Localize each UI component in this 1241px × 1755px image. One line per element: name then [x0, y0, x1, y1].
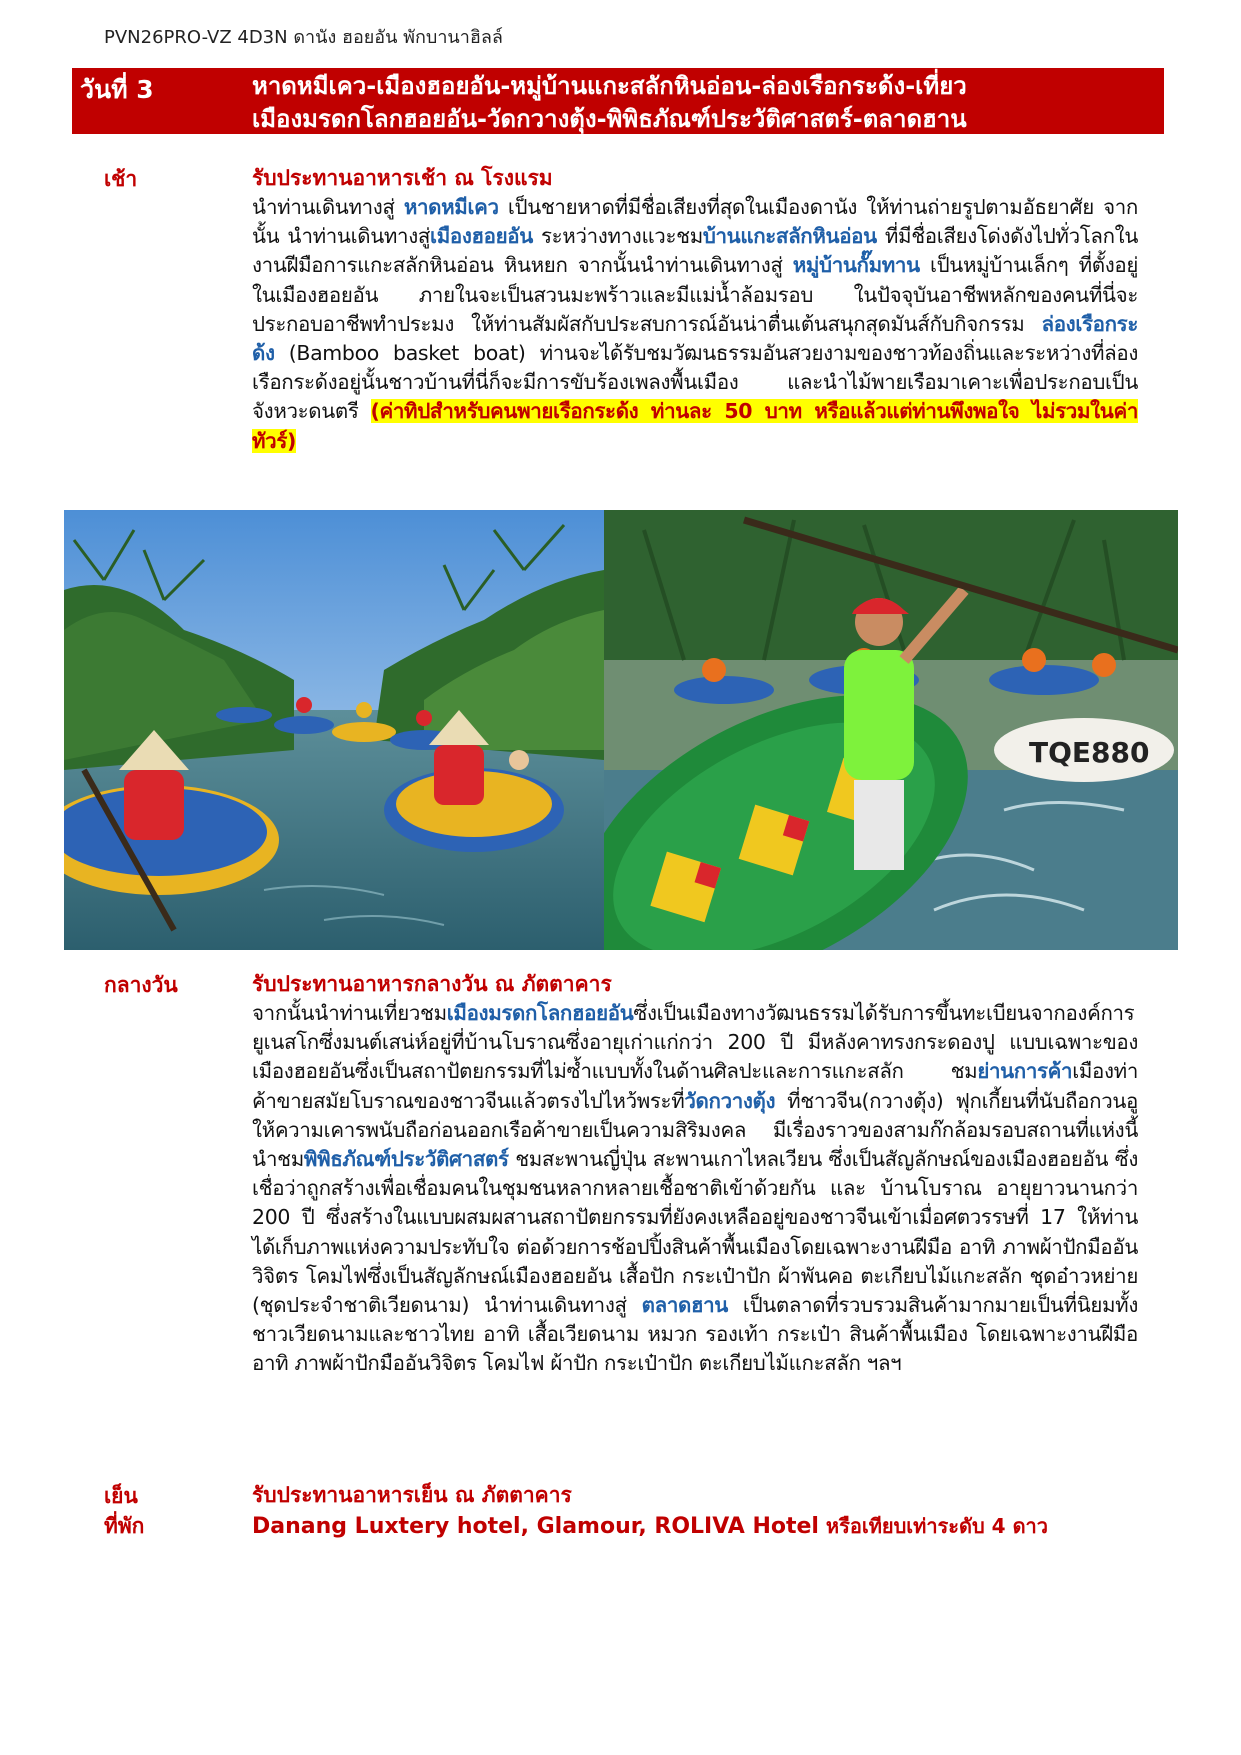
hotel-names: Danang Luxtery hotel, Glamour, ROLIVA Hotel: [252, 1514, 819, 1539]
highlight-cantonese-temple: วัดกวางตุ้ง: [684, 1088, 776, 1113]
text-run: เป็นชายหาดที่มีชื่อเสียงที่สุดในเมืองดานัง ให้ท่านถ่ายรูปตามอัธยาศัย จากนั้น นำท่านเดินทางสู่: [252, 195, 1138, 249]
highlight-hoi-an-heritage: เมืองมรดกโลกฮอยอัน: [446, 1001, 634, 1025]
boat-label: TQE880: [1029, 736, 1150, 769]
day-title-bar: [72, 68, 1164, 134]
text-run: เป็นหมู่บ้านเล็กๆ ที่ตั้งอยู่ในเมืองฮอยอัน ภายในจะเป็นสวนมะพร้าวและมีแม่น้ำล้อมรอบ ในปัจจุบันอาชีพหลักของคนที่นี่จะประกอบอาชีพทำประมง ให้ท่านสัมผัสกับประสบการณ์อันน่าตื่นเต้นสนุกสุดมันส์กับกิจกรรม: [252, 253, 1138, 336]
text-run: นำท่านเดินทางสู่: [252, 195, 404, 219]
highlight-trading-district: ย่านการค้า: [977, 1059, 1073, 1084]
highlight-hoi-an: เมืองฮอยอัน: [430, 224, 533, 249]
dinner-heading: รับประทานอาหารเย็น ณ ภัตตาคาร: [252, 1483, 572, 1507]
highlight-han-market: ตลาดฮาน: [641, 1293, 728, 1318]
text-run: เป็นตลาดที่รวบรวมสินค้ามากมายเป็นที่นิยมทั้งชาวเวียดนามและชาวไทย อาทิ เสื้อเวียดนาม หมวก รองเท้า กระเป๋า สินค้าพื้นเมือง โดยเฉพาะงานฝีมือ อาทิ ภาพผ้าปักมืออันวิจิตร โคมไฟ ผ้าปัก กระเป๋าปัก ตะเกียบไม้แกะสลัก ฯลฯ: [252, 1293, 1139, 1376]
evening-row: [104, 1480, 1138, 1510]
text-run: เมืองท่าค้าขายสมัยโบราณของชาวจีนแล้วตรงไปไหว้พระที่: [252, 1059, 1138, 1113]
text-run: ที่ชาวจีน(กวางตุ้ง) ฟุกเกี้ยนที่นับถือกวนอูให้ความเคารพนับถือก่อนออกเรือค้าขายเป็นความสิริมงคล มีเรื่องราวของสามก๊กล้อมรอบสถานที่แห่งนี้ นำชม: [252, 1088, 1138, 1172]
highlight-cam-thanh-village: หมู่บ้านกั๊มทาน: [792, 253, 920, 278]
evening-label: เย็น: [104, 1484, 138, 1508]
text-run: ชมสะพานญี่ปุ่น สะพานเกาไหลเวียน ซึ่งเป็นสัญลักษณ์ของเมืองฮอยอัน ซึ่งเชื่อว่าถูกสร้างเพื่อเชื่อมคนในชุมชนหลากหลายเชื้อชาติเข้าด้วยกัน และ บ้านโบราณ อายุยาวนานกว่า 200 ปี ซึ่งสร้างในแบบผสมผสานสถาปัตยกรรมที่ยังคงเหลืออยู่ของชาวจีนเข้าเมื่อศตวรรษที่ 17 ให้ท่านได้เก็บภาพแห่งความประทับใจ ต่อด้วยการช้อปปิ้งสินค้าพื้นเมืองโดยเฉพาะงานฝีมือ อาทิ ภาพผ้าปักมืออันวิจิตร โคมไฟซึ่งเป็นสัญลักษณ์เมืองฮอยอัน เสื้อปัก กระเป๋าปัก ผ้าพันคอ ตะเกียบไม้แกะสลัก ชุดอ๋าวหย่าย (ชุดประจำชาติเวียดนาม) นำท่านเดินทางสู่: [252, 1147, 1138, 1318]
day-title: [252, 70, 967, 136]
stay-label: ที่พัก: [104, 1514, 145, 1538]
text-run: ระหว่างทางแวะชม: [532, 224, 703, 249]
tip-note: (ค่าทิปสำหรับคนพายเรือกระด้ง ท่านละ 50 บาท หรือแล้วแต่ท่านพึงพอใจ ไม่รวมในค่าทัวร์): [252, 399, 1138, 453]
noon-content: [252, 969, 1138, 1379]
day-title-line-2: เมืองมรดกโลกฮอยอัน-วัดกวางตุ้ง-พิพิธภัณฑ์ประวัติศาสตร์-ตลาดฮาน: [252, 105, 967, 133]
stay-content: [252, 1510, 1138, 1542]
day-title-line-1: หาดหมีเคว-เมืองฮอยอัน-หมู่บ้านแกะสลักหินอ่อน-ล่องเรือกระด้ง-เที่ยว: [252, 72, 967, 100]
photo-basket-boat-spinning: [604, 510, 1178, 950]
stay-row: [104, 1510, 1138, 1540]
text-run: จากนั้นนำท่านเที่ยวชม: [252, 1001, 447, 1025]
text-run: (Bamboo basket boat) ท่านจะได้รับชมวัฒนธรรมอันสวยงามของชาวท้องถิ่นและระหว่างที่ล่องเรือกระด้งอยู่นั้นชาวบ้านที่นี่ก็จะมีการขับร้องเพลงพื้นเมือง และนำไม้พายเรือมาเคาะเพื่อประกอบเป็นจังหวะดนตรี: [252, 341, 1138, 424]
document-header: [104, 22, 503, 51]
morning-paragraph: [252, 193, 1138, 456]
tour-subtitle: ดานัง ฮอยอัน พักบานาฮิลล์: [293, 27, 503, 48]
breakfast-heading: รับประทานอาหารเช้า ณ โรงแรม: [252, 166, 553, 190]
noon-paragraph: [252, 999, 1138, 1379]
photo-basket-boats-river: [64, 510, 604, 950]
highlight-my-khe-beach: หาดหมีเคว: [403, 195, 499, 219]
text-run: ที่มีชื่อเสียงโด่งดังไปทั่วโลกในงานฝีมือการแกะสลักหินอ่อน หินหยก จากนั้นนำท่านเดินทางสู่: [252, 224, 1139, 278]
day-label: วันที่ 3: [80, 75, 154, 104]
morning-label: เช้า: [104, 167, 138, 191]
highlight-history-museum: พิพิธภัณฑ์ประวัติศาสตร์: [303, 1147, 509, 1172]
hotel-equivalent: หรือเทียบเท่าระดับ 4 ดาว: [818, 1514, 1049, 1538]
highlight-marble-village: บ้านแกะสลักหินอ่อน: [702, 224, 877, 249]
tour-code: PVN26PRO-VZ 4D3N: [104, 27, 288, 48]
text-run: ซึ่งเป็นเมืองทางวัฒนธรรมได้รับการขึ้นทะเบียนจากองค์การยูเนสโกซึ่งมนต์เสน่ห์อยู่ที่บ้านโบราณซึ่งอายุเก่าแก่กว่า 200 ปี มีหลังคาทรงกระดองปู แบบเฉพาะของเมืองฮอยอันซึ่งเป็นสถาปัตยกรรมที่ไม่ซ้ำแบบทั้งในด้านศิลปะและการแกะสลัก ชม: [252, 1001, 1138, 1084]
lunch-heading: รับประทานอาหารกลางวัน ณ ภัตตาคาร: [252, 972, 612, 996]
noon-label: กลางวัน: [104, 973, 178, 997]
morning-content: [252, 163, 1138, 456]
highlight-basket-boat: ล่องเรือกระด้ง: [252, 311, 1138, 366]
